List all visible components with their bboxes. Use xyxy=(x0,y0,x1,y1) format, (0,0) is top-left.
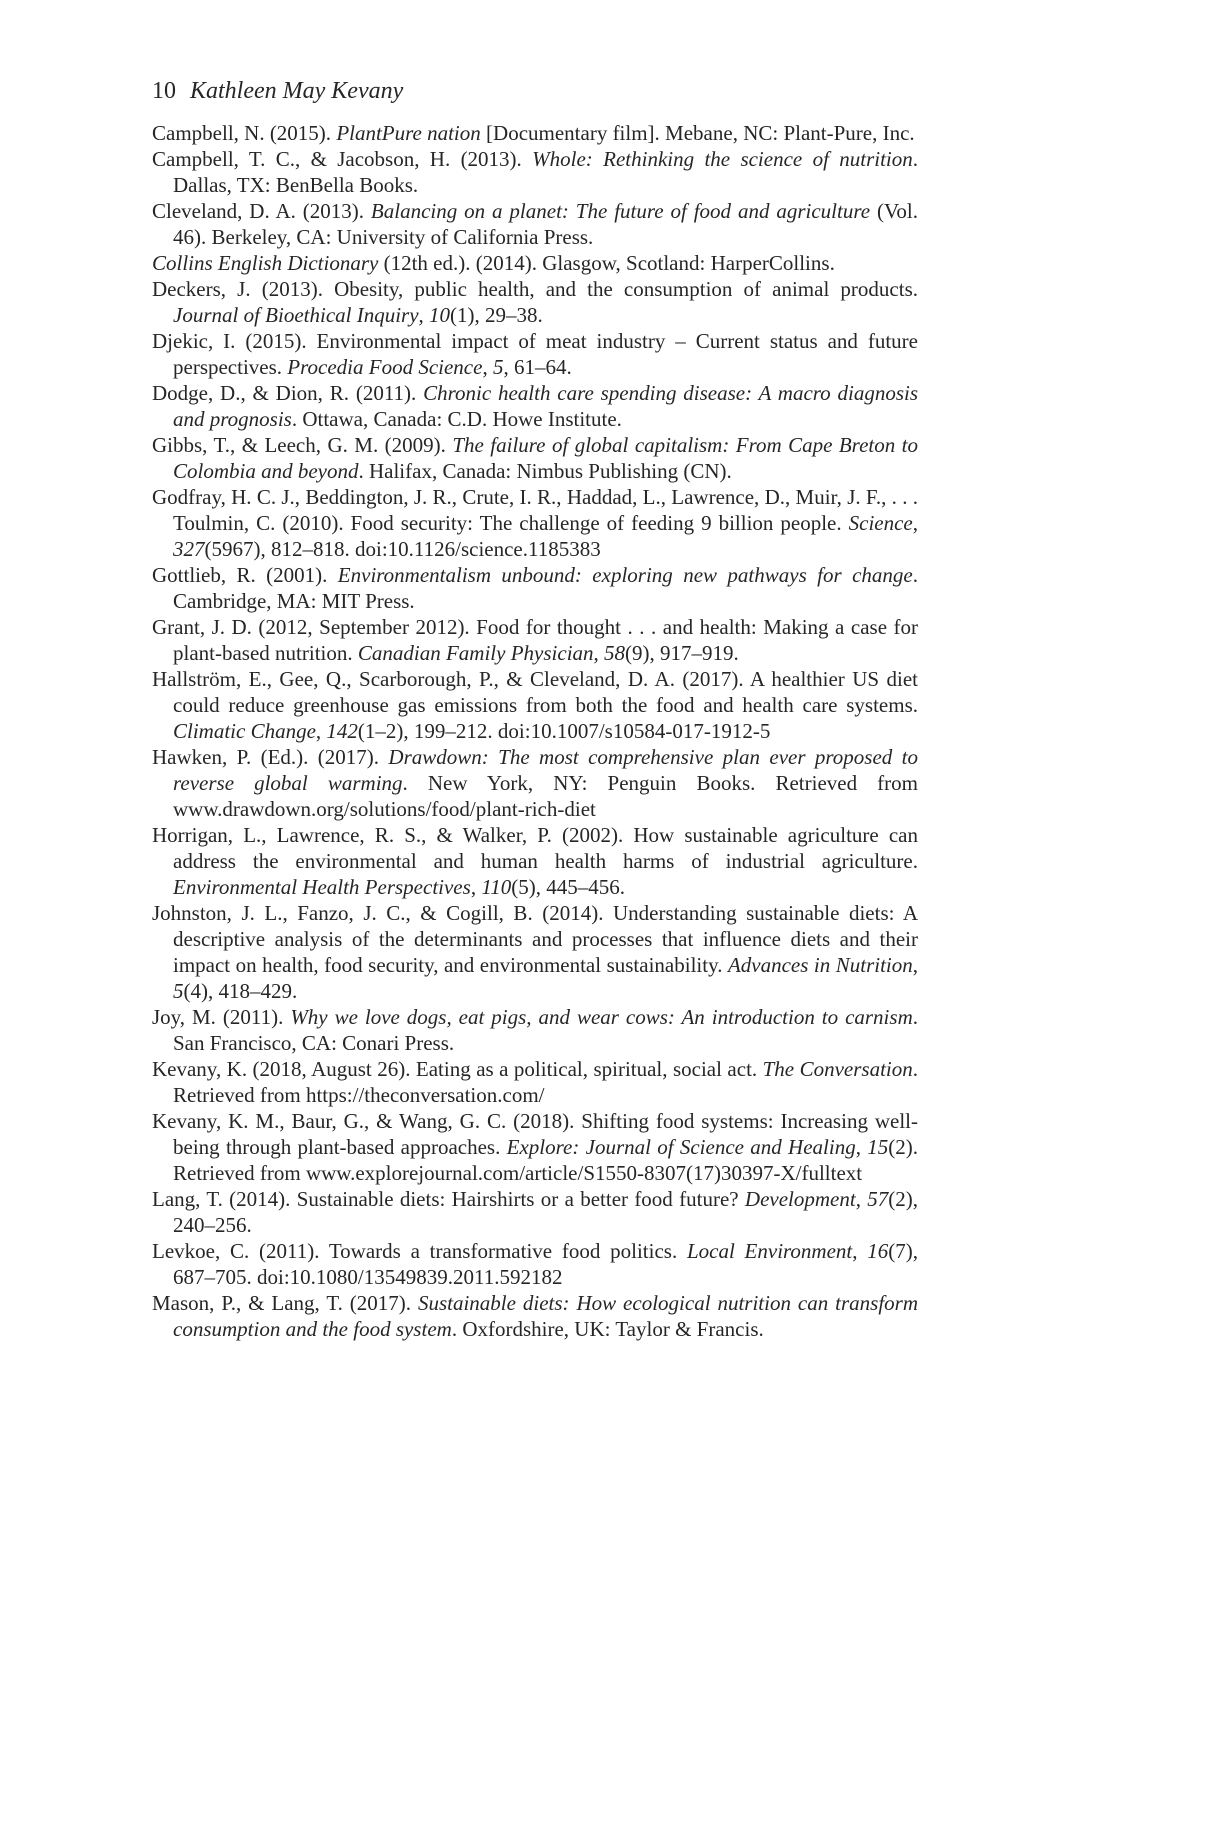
reference-italic-text: Environmental Health Perspectives xyxy=(173,875,471,899)
reference-text: , xyxy=(418,303,430,327)
reference-text: Gottlieb, R. (2001). xyxy=(152,563,338,587)
reference-italic-text: Advances in Nutrition xyxy=(727,953,913,977)
reference-entry xyxy=(152,276,918,328)
reference-italic-text: 5 xyxy=(173,979,184,1003)
reference-italic-text: 5 xyxy=(492,355,504,379)
reference-entry xyxy=(152,1004,918,1056)
reference-italic-text: Science xyxy=(848,511,913,535)
reference-italic-text: 15 xyxy=(867,1135,889,1159)
reference-text: (1–2), 199–212. doi:10.1007/s10584-017-1912-5 xyxy=(357,719,771,743)
reference-entry xyxy=(152,380,918,432)
reference-italic-text: 110 xyxy=(481,875,512,899)
reference-italic-text: Climatic Change xyxy=(173,719,316,743)
reference-text: (7), 687–705. doi:10.1080/13549839.2011.592182 xyxy=(173,1239,919,1289)
reference-text: (5), 445–456. xyxy=(511,875,626,899)
reference-entry xyxy=(152,822,918,900)
reference-text: . Cambridge, MA: MIT Press. xyxy=(173,563,918,613)
reference-entry xyxy=(152,562,918,614)
reference-text: Hallström, E., Gee, Q., Scarborough, P., & Cleveland, D. A. (2017). A healthier US diet could reduce greenhouse gas emissions from both the food and health care systems. xyxy=(152,667,918,717)
reference-italic-text: 16 xyxy=(867,1239,889,1263)
reference-text: . New York, NY: Penguin Books. Retrieved from www.drawdown.org/solutions/food/plant-rich-diet xyxy=(173,771,919,821)
reference-italic-text: 10 xyxy=(429,303,451,327)
reference-italic-text: 327 xyxy=(173,537,205,561)
reference-text: (12th ed.). (2014). Glasgow, Scotland: HarperCollins. xyxy=(378,251,835,275)
reference-italic-text: Journal of Bioethical Inquiry xyxy=(173,303,419,327)
reference-entry xyxy=(152,328,918,380)
reference-text: , xyxy=(855,1187,868,1211)
reference-text: Gibbs, T., & Leech, G. M. (2009). xyxy=(152,433,453,457)
reference-text: [Documentary film]. Mebane, NC: Plant-Pure, Inc. xyxy=(480,121,915,145)
reference-list xyxy=(152,120,918,1342)
reference-text: (2). Retrieved from www.explorejournal.com/article/S1550-8307(17)30397-X/fulltext xyxy=(173,1135,919,1185)
reference-text: Mason, P., & Lang, T. (2017). xyxy=(152,1291,418,1315)
reference-text: Johnston, J. L., Fanzo, J. C., & Cogill, B. (2014). Understanding sustainable diets: A descriptive analysis of the determinants and processes that influence diets and their impact on health, food security, and environmental sustainability. xyxy=(152,901,918,977)
reference-text: , xyxy=(482,355,493,379)
reference-entry xyxy=(152,432,918,484)
reference-italic-text: Explore: Journal of Science and Healing xyxy=(506,1135,856,1159)
reference-text: Joy, M. (2011). xyxy=(152,1005,291,1029)
page-number: 10 xyxy=(152,78,176,104)
reference-text: , xyxy=(593,641,605,665)
reference-text: (2), 240–256. xyxy=(173,1187,919,1237)
reference-text: Dodge, D., & Dion, R. (2011). xyxy=(152,381,424,405)
reference-italic-text: Local Environment xyxy=(686,1239,853,1263)
reference-italic-text: 57 xyxy=(867,1187,889,1211)
reference-entry xyxy=(152,666,918,744)
reference-text: Horrigan, L., Lawrence, R. S., & Walker, P. (2002). How sustainable agriculture can address the environmental and human health harms of industrial agriculture. xyxy=(152,823,918,873)
reference-entry xyxy=(152,120,918,146)
reference-italic-text: Chronic health care spending disease: A macro diagnosis and prognosis xyxy=(173,381,919,431)
reference-text: Godfray, H. C. J., Beddington, J. R., Crute, I. R., Haddad, L., Lawrence, D., Muir, J. F., . . . Toulmin, C. (2010). Food security: The challenge of feeding 9 billion people. xyxy=(152,485,918,535)
reference-text: , 61–64. xyxy=(503,355,572,379)
reference-text: . Halifax, Canada: Nimbus Publishing (CN). xyxy=(358,459,732,483)
reference-italic-text: The Conversation xyxy=(762,1057,913,1081)
reference-text: (1), 29–38. xyxy=(450,303,543,327)
running-head-author: Kathleen May Kevany xyxy=(190,78,404,104)
reference-italic-text: Drawdown: The most comprehensive plan ever proposed to reverse global warming xyxy=(173,745,918,795)
reference-text: Djekic, I. (2015). Environmental impact of meat industry – Current status and future perspectives. xyxy=(152,329,918,379)
reference-text: Hawken, P. (Ed.). (2017). xyxy=(152,745,389,769)
reference-text: , xyxy=(855,1135,868,1159)
reference-entry xyxy=(152,484,918,562)
reference-text: . Ottawa, Canada: C.D. Howe Institute. xyxy=(291,407,622,431)
reference-entry xyxy=(152,1238,918,1290)
reference-italic-text: Environmentalism unbound: exploring new pathways for change xyxy=(337,563,913,587)
reference-entry xyxy=(152,744,918,822)
reference-entry xyxy=(152,250,918,276)
reference-text: (9), 917–919. xyxy=(625,641,739,665)
reference-text: , xyxy=(912,953,918,977)
reference-text: Levkoe, C. (2011). Towards a transformative food politics. xyxy=(152,1239,687,1263)
reference-text: (4), 418–429. xyxy=(183,979,298,1003)
reference-text: Deckers, J. (2013). Obesity, public health, and the consumption of animal products. xyxy=(152,277,918,301)
reference-entry xyxy=(152,614,918,666)
reference-text: Lang, T. (2014). Sustainable diets: Hairshirts or a better food future? xyxy=(152,1187,745,1211)
reference-entry xyxy=(152,1108,918,1186)
reference-text: . Oxfordshire, UK: Taylor & Francis. xyxy=(451,1317,764,1341)
reference-text: , xyxy=(852,1239,868,1263)
reference-text: , xyxy=(912,511,918,535)
reference-text: Campbell, N. (2015). xyxy=(152,121,337,145)
running-head xyxy=(152,76,403,106)
reference-text: , xyxy=(315,719,327,743)
reference-italic-text: Sustainable diets: How ecological nutrition can transform consumption and the food system xyxy=(173,1291,918,1341)
reference-italic-text: Whole: Rethinking the science of nutrition xyxy=(532,147,913,171)
reference-text: Kevany, K. M., Baur, G., & Wang, G. C. (2018). Shifting food systems: Increasing well-being through plant-based approaches. xyxy=(152,1109,918,1159)
reference-italic-text: 142 xyxy=(326,719,358,743)
reference-text: (Vol. 46). Berkeley, CA: University of California Press. xyxy=(173,199,919,249)
reference-italic-text: PlantPure nation xyxy=(336,121,481,145)
reference-italic-text: Why we love dogs, eat pigs, and wear cows: An introduction to carnism xyxy=(290,1005,913,1029)
reference-entry xyxy=(152,146,918,198)
reference-italic-text: 58 xyxy=(604,641,626,665)
reference-text: . San Francisco, CA: Conari Press. xyxy=(173,1005,918,1055)
reference-entry xyxy=(152,1290,918,1342)
reference-text: . Dallas, TX: BenBella Books. xyxy=(173,147,919,197)
reference-entry xyxy=(152,900,918,1004)
reference-text: Kevany, K. (2018, August 26). Eating as a political, spiritual, social act. xyxy=(152,1057,763,1081)
reference-italic-text: Development xyxy=(744,1187,856,1211)
reference-entry xyxy=(152,1056,918,1108)
reference-entry xyxy=(152,1186,918,1238)
reference-italic-text: The failure of global capitalism: From Cape Breton to Colombia and beyond xyxy=(173,433,918,483)
reference-entry xyxy=(152,198,918,250)
reference-text: Campbell, T. C., & Jacobson, H. (2013). xyxy=(152,147,533,171)
reference-text: , xyxy=(470,875,482,899)
reference-italic-text: Procedia Food Science xyxy=(287,355,483,379)
reference-text: Grant, J. D. (2012, September 2012). Food for thought . . . and health: Making a case for plant-based nutrition. xyxy=(152,615,918,665)
reference-text: . Retrieved from https://theconversation.com/ xyxy=(173,1057,918,1107)
reference-italic-text: Collins English Dictionary xyxy=(152,251,379,275)
reference-italic-text: Canadian Family Physician xyxy=(357,641,594,665)
reference-text: (5967), 812–818. doi:10.1126/science.1185383 xyxy=(204,537,601,561)
reference-italic-text: Balancing on a planet: The future of food and agriculture xyxy=(370,199,871,223)
reference-text: Cleveland, D. A. (2013). xyxy=(152,199,371,223)
